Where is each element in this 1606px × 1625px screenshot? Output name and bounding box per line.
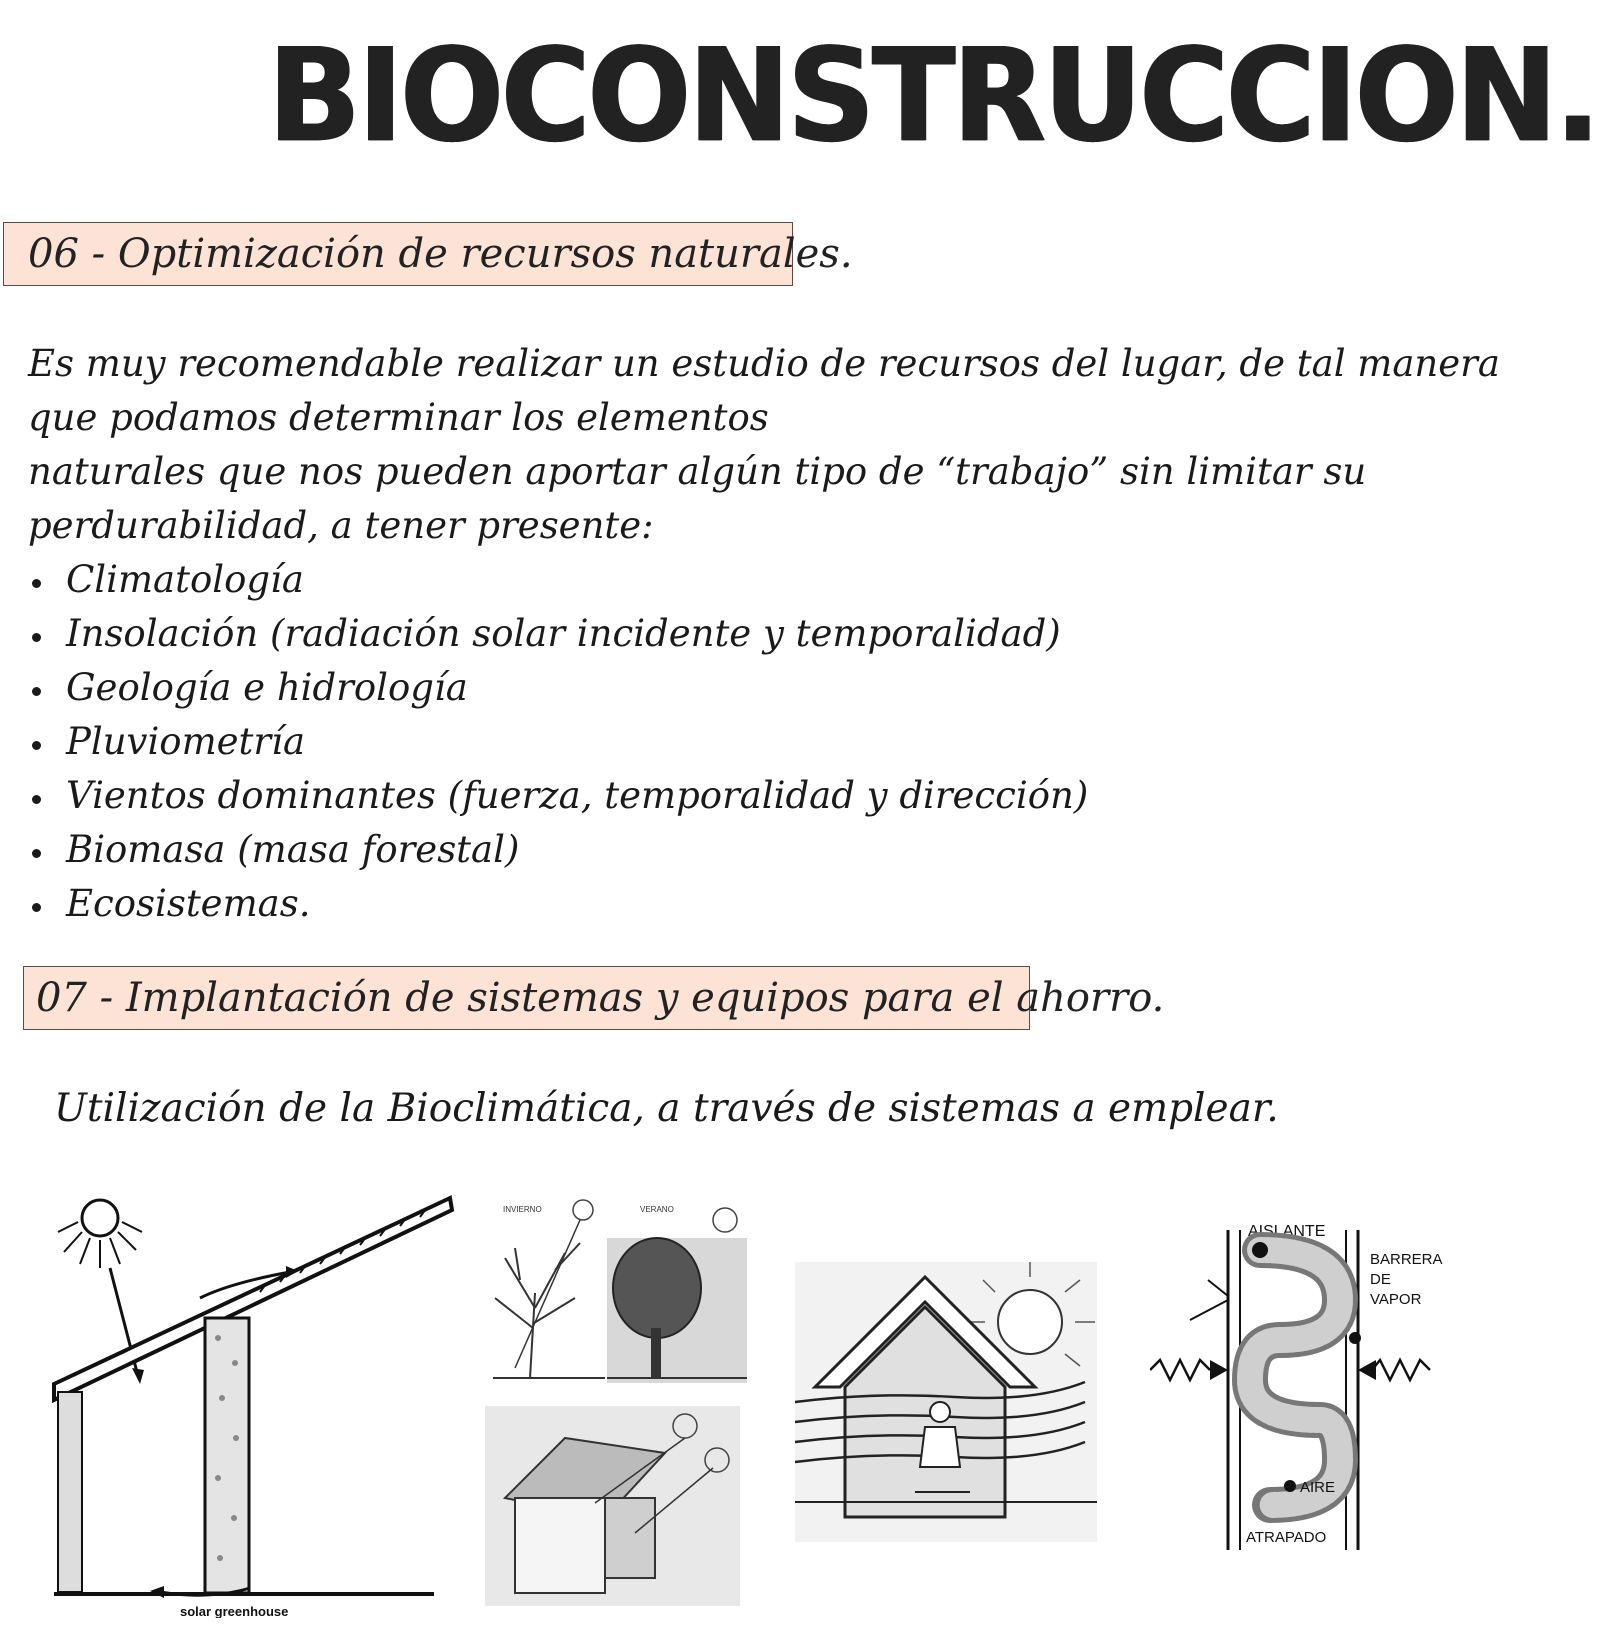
section-06-body — [28, 337, 1568, 931]
tree-seasons-illustration — [485, 1198, 770, 1608]
section-07-text: Utilización de la Bioclimática, a través de sistemas a emplear. — [54, 1086, 1279, 1131]
label-trapped: ATRAPADO — [1246, 1529, 1327, 1546]
label-barrier-3: VAPOR — [1370, 1291, 1422, 1308]
label-insulation: AISLANTE — [1248, 1223, 1326, 1240]
ventilated-house-illustration — [795, 1262, 1097, 1542]
solar-greenhouse-illustration — [50, 1188, 470, 1618]
list-item: Geología e hidrología — [28, 661, 1568, 715]
resource-list — [28, 553, 1568, 931]
list-item: Vientos dominantes (fuerza, temporalidad y dirección) — [28, 769, 1568, 823]
list-item: Ecosistemas. — [28, 877, 1568, 931]
label-summer: VERANO — [640, 1205, 674, 1214]
label-barrier-1: BARRERA — [1370, 1251, 1443, 1268]
page-title: BIOCONSTRUCCION. — [267, 20, 1598, 171]
label-barrier-2: DE — [1370, 1271, 1391, 1288]
list-item: Pluviometría — [28, 715, 1568, 769]
list-item: Insolación (radiación solar incidente y temporalidad) — [28, 607, 1568, 661]
greenhouse-caption: solar greenhouse — [180, 1604, 289, 1618]
insulated-wall-section-illustration — [1150, 1220, 1450, 1600]
list-item: Climatología — [28, 553, 1568, 607]
list-item: Biomasa (masa forestal) — [28, 823, 1568, 877]
section-heading-06: 06 - Optimización de recursos naturales. — [3, 222, 793, 286]
paragraph-line-1: Es muy recomendable realizar un estudio de recursos del lugar, de tal manera que podamos determinar los elementos — [28, 342, 1500, 439]
label-winter: INVIERNO — [503, 1205, 542, 1214]
section-heading-07: 07 - Implantación de sistemas y equipos para el ahorro. — [23, 966, 1030, 1030]
paragraph-line-2: naturales que nos pueden aportar algún tipo de “trabajo” sin limitar su perdurabilidad, a tener presente: — [28, 450, 1367, 547]
label-air: AIRE — [1300, 1479, 1336, 1496]
